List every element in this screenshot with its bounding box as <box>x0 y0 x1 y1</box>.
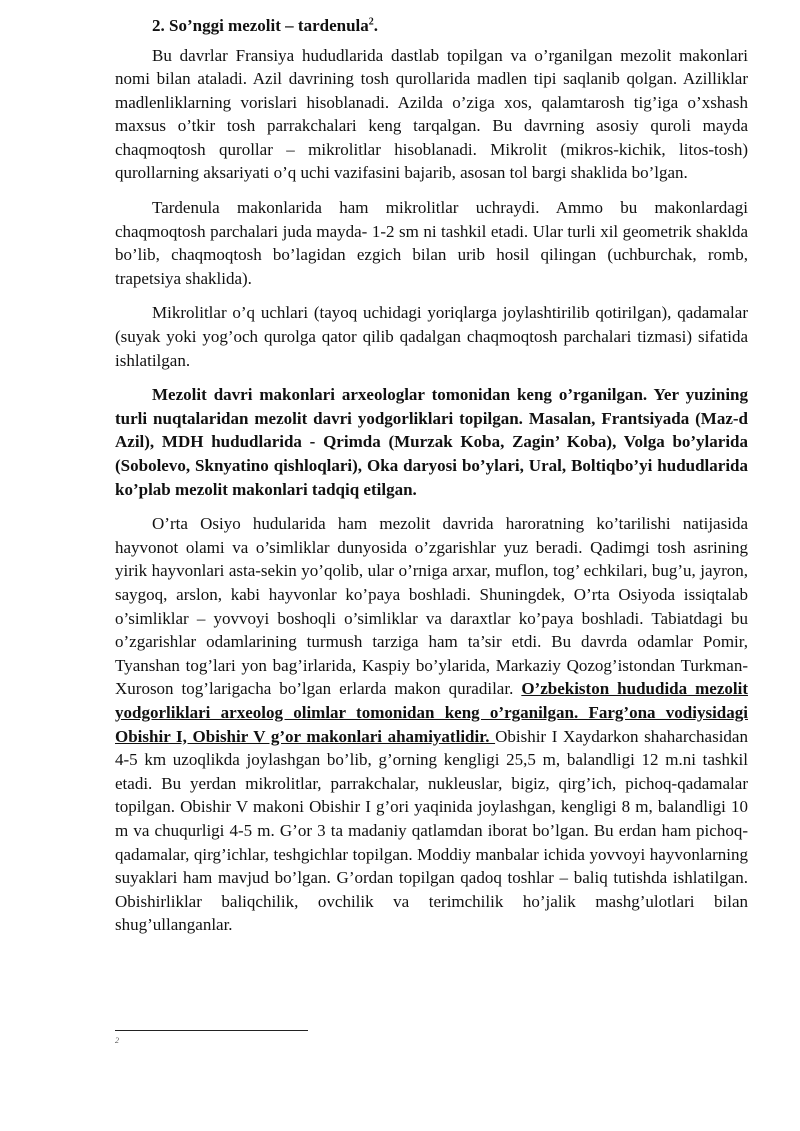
paragraph-underlined-emphasis: O’zbekiston hududida mezolit yodgorliklari arxeolog olimlar tomonidan keng o’rganilgan. Farg’ona vodiysidagi Obishir I, Obishir V g’or makonlari ahamiyatlidir. <box>115 679 748 746</box>
paragraph-central-asia <box>115 512 748 937</box>
paragraph-tardenula: Tardenula makonlarida ham mikrolitlar uchraydi. Ammo bu makonlardagi chaqmoqtosh parchalari juda mayda- 1-2 sm ni tashkil etadi. Ular turli xil geometrik shakldа bo’lib, chaqmoqtosh bo’lagidan ezgich bilan urib hosil qilingan (uchburchak, romb, trapetsiya shaklida). <box>115 198 748 288</box>
document-page <box>115 14 748 948</box>
paragraph-central-asia-end: Obishir I Xaydarkon shaharchasidan 4-5 km uzoqlikda joylashgan bo’lib, g’orning kengligi 25,5 m, balandligi 12 m.ni tashkil etadi. Bu yerdan mikrolitlar, parrakchalar, nukleuslar, bigiz, qirg’ich, pichoq-qadamalar topilgan. Obishir V makoni Obishir I g’ori yaqinida joylashgan, kengligi 8 m, balandligi 10 m va chuqurligi 4-5 m. G’or 3 ta madaniy qatlamdan iborat bo’lgan. Bu erdan ham pichoq-qadamalar, qirg’ichlar, teshgichlar topilgan. Moddiy manbalar ichida yovvoyi hayvonlarning suyaklari ham mavjud bo’lgan. G’ordan topilgan qadoq toshlar – baliq tutishda ishlatilgan. Obishirliklar baliqchilik, ovchilik va terimchilik ho’jalik mashg’ulotlari bilan shug’ullanganlar. <box>115 726 748 935</box>
footnote-mark: 2 <box>115 1036 119 1045</box>
footnote-separator <box>115 1030 308 1031</box>
section-heading <box>152 14 748 38</box>
heading-suffix: . <box>373 16 378 35</box>
paragraph-sites-bold: Mezolit davri makonlari arxeologlar tomonidan keng o’rganilgan. Yer yuzining turli nuqtalaridan mezolit davri yodgorliklari topilgan. Masalan, Frantsiyada (Maz-d Azil), MDH hududlarida - Qrimda (Murzak Koba, Zagin’ Koba), Volga bo’ylarida (Sobolevo, Sknyatino qishloqlari), Oka daryosi bo’ylari, Ural, Boltiqbo’yi hududlarida ko’plab mezolit makonlari tadqiq etilgan. <box>115 385 748 499</box>
paragraph-microliths: Mikrolitlar o’q uchlari (tayoq uchidagi yoriqlarga joylashtirilib qotirilgan), qadamalar (suyak yoki yog’och qurolga qator qilib qadalgan chaqmoqtosh parchalari tizmasi) sifatida ishlatilgan. <box>115 303 748 370</box>
heading-text: 2. So’nggi mezolit – tardenula <box>152 16 369 35</box>
paragraph-central-asia-start: O’rta Osiyo hudularida ham mezolit davrida haroratning ko’tarilishi natijasida hayvonot olami va o’simliklar dunyosida o’zgarishlar yuz beradi. Qadimgi tosh asrining yirik hayvonlari asta-sekin yo’qolib, ular o’rniga arxar, muflon, tog’ echkilari, bug’u, jayron, saygoq, arslon, kabi hayvonlar ko’paya boshladi. Shuningdek, O’rta Osiyoda issiqtalab o’simliklar – yovvoyi boshoqli o’simliklar va daraxtlar ko’paya boshladi. Tabiatdagi bu o’zgarishlar odamlarining turmush tarziga ham ta’sir etdi. Bu davrda odamlar Pomir, Tyanshan tog’lari yon bag’irlarida, Kaspiy bo’ylarida, Markaziy Qozog’istondan Turkman-Xuroson tog’larigacha bo’lgan erlarda makon quradilar. <box>115 514 748 699</box>
paragraph-azil: Bu davrlar Fransiya hududlarida dastlab topilgan va o’rganilgan mezolit makonlari nomi bilan ataladi. Azil davrining tosh qurollarida madlen tipi saqlanib qolgan. Azilliklar madlenliklarning vorislari hisoblanadi. Azilda o’ziga xos, qalamtarosh tig’iga o’xshash maxsus o’tkir tosh parrakchalari keng tarqalgan. Bu davrning asosiy quroli mayda chaqmoqtosh qurollar – mikrolitlar hisoblanadi. Mikrolit (mikros-kichik, litos-tosh) qurollarning aksariyati o’q uchi vazifasini bajarib, asosan tol bargi shaklida bo’lgan. <box>115 45 748 183</box>
footnote-reference[interactable]: 2 <box>368 16 374 28</box>
